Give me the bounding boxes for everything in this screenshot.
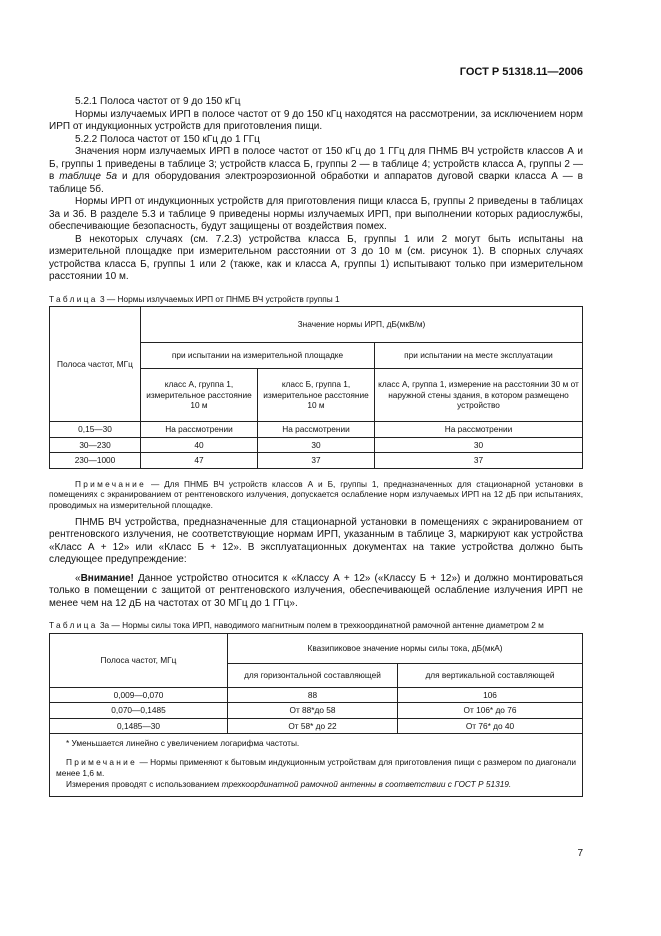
page-number: 7 [577,848,583,859]
section-5-2-2-para-1 [49,146,583,196]
table-3a-caption [49,620,583,631]
table-cell: От 58* до 22 [228,718,398,734]
table-3-caption [49,294,583,305]
table-cell: 30 [375,437,583,453]
table-3-caption-text: 3 — Нормы излучаемых ИРП от ПНМБ ВЧ устройств группы 1 [97,293,340,304]
note-text: — Для ПНМБ ВЧ устройств классов А и Б, группы 1, предназначенных для стационарной установки в помещениях с экранированием от рентгеновского излучения, допускается ослабление норм излучаемых ИРП на 12 дБ при испытаниях, проводимых на измерительной площадке. [49,478,583,511]
table-3-header-class-a-30m: класс А, группа 1, измерение на расстоянии 30 м от наружной стены здания, в котором размещено устройство [375,369,583,422]
table-cell: От 76* до 40 [398,718,583,734]
table-3-note [49,479,583,511]
table-3-caption-label: Таблица [49,293,98,304]
note-text: — Нормы применяют к бытовым индукционным устройствам для приготовления пищи с размером по диагонали менее 1,6 м. [56,757,576,778]
table-3a [49,633,583,735]
table-3a-caption-label: Таблица [49,620,98,631]
table-row [50,687,583,703]
para-1-italic-ref: таблице 5а [59,171,118,182]
measurement-text: Измерения проводят с использованием [66,778,222,789]
table-cell: 0,070—0,1485 [50,703,228,719]
section-5-2-2-title: 5.2.2 Полоса частот от 150 кГц до 1 ГГц [75,133,260,145]
section-5-2-2-para-2: Нормы ИРП от индукционных устройств для приготовления пищи класса Б, группы 2 приведены в таблицах 3а и 3б. В разделе 5.3 и таблице 9 приведены нормы излучаемых ИРП, при выполнении которых радиослужбы, обеспечивающие безопасность, будут защищены от воздействия помех. [49,196,583,232]
table-3-header-class-b: класс Б, группа 1, измерительное расстояние 10 м [258,369,375,422]
table-3a-measurement [56,779,576,790]
table-row [50,453,583,469]
table-3a-notes [49,734,583,796]
table-cell: 0,15—30 [50,422,141,438]
table-cell: 37 [375,453,583,469]
warning-text: Данное устройство относится к «Классу А + 12» («Классу Б + 12») и должно монтироваться только в помещении с защитой от рентгеновского излучения, обеспечивающей ослабление излучения ИРП не менее чем на 12 дБ на частотах от 30 МГц до 1 ГГц». [49,572,583,609]
para-1-text-b: и для оборудования электроэрозионной обработки и аппаратов дуговой сварки класса А — в таблице 5б. [49,171,583,195]
table-3a-header-freq: Полоса частот, МГц [50,633,228,687]
table-cell: 37 [258,453,375,469]
table-3-header-value: Значение нормы ИРП, дБ(мкВ/м) [141,307,583,343]
table-row [50,718,583,734]
table-3a-caption-text: 3а — Нормы силы тока ИРП, наводимого магнитным полем в трехкоординатной рамочной антенне диаметром 2 м [97,620,544,631]
table-cell: 0,009—0,070 [50,687,228,703]
table-3a-header-value: Квазипиковое значение нормы силы тока, дБ(мкА) [228,633,583,663]
table-3a-header-vertical: для вертикальной составляющей [398,663,583,687]
section-5-2-2-para-3: В некоторых случаях (см. 7.2.3) устройства класса Б, группы 1 или 2 могут быть испытаны на измерительной площадке при измерительном расстоянии от 3 до 10 м (см. рисунок 1). В спорных случаях устройства класса Б, группы 1 или 2 (также, как и класса А, группы 1) испытывают только при измерительном расстоянии 10 м. [49,233,583,282]
table-cell: 30 [258,437,375,453]
table-cell: 88 [228,687,398,703]
warning-paragraph [49,573,583,611]
marking-paragraph: ПНМБ ВЧ устройства, предназначенные для стационарной установки в помещениях с экранированием от рентгеновского излучения, не соответствующие нормам ИРП, указанным в таблице 3, маркируют как устройства «Класс А + 12» или «Класс Б + 12». В эксплуатационных документах на такие устройства должно быть следующее предупреждение: [49,516,583,566]
table-3-header-class-a: класс А, группа 1, измерительное расстояние 10 м [141,369,258,422]
warning-bold: Внимание! [80,572,134,584]
table-cell: 40 [141,437,258,453]
table-3-header-freq: Полоса частот, МГц [50,307,141,422]
table-cell: 47 [141,453,258,469]
note-label: Примечание [66,757,138,768]
table-cell: 30—230 [50,437,141,453]
document-body [49,96,583,797]
table-row [50,422,583,438]
table-row [50,703,583,719]
table-cell: 0,1485—30 [50,718,228,734]
section-5-2-1-text: Нормы излучаемых ИРП в полосе частот от 9 до 150 кГц находятся на рассмотрении, за исключением норм ИРП от индукционных устройств для приготовления пищи. [49,108,583,132]
table-cell: На рассмотрении [141,422,258,438]
table-3a-header-horizontal: для горизонтальной составляющей [228,663,398,687]
warning-quote: « [75,572,81,584]
table-cell: На рассмотрении [375,422,583,438]
table-3 [49,306,583,469]
measurement-italic: трехкоординатной рамочной антенны в соответствии с ГОСТ Р 51319. [221,778,512,789]
table-cell: От 106* до 76 [398,703,583,719]
table-3-header-operation: при испытании на месте эксплуатации [375,343,583,369]
table-3a-footnote: * Уменьшается линейно с увеличением логарифма частоты. [66,738,300,749]
table-cell: 106 [398,687,583,703]
table-3a-note [56,757,576,779]
table-row [50,437,583,453]
table-cell: На рассмотрении [258,422,375,438]
document-header: ГОСТ Р 51318.11—2006 [459,66,583,78]
table-3-header-site: при испытании на измерительной площадке [141,343,375,369]
para-1-text-a: Значения норм излучаемых ИРП в полосе частот от 150 кГц до 1 ГГц для ПНМБ ВЧ устройств классов А и Б, группы 1 приведены в таблице 3; устройств класса Б, группы 2 — в таблице 4; устройств класса А, группы 2 — в [49,146,583,182]
table-cell: От 88*до 58 [228,703,398,719]
table-cell: 230—1000 [50,453,141,469]
note-label: Примечание [75,478,147,489]
section-5-2-1-title: 5.2.1 Полоса частот от 9 до 150 кГц [75,96,241,107]
